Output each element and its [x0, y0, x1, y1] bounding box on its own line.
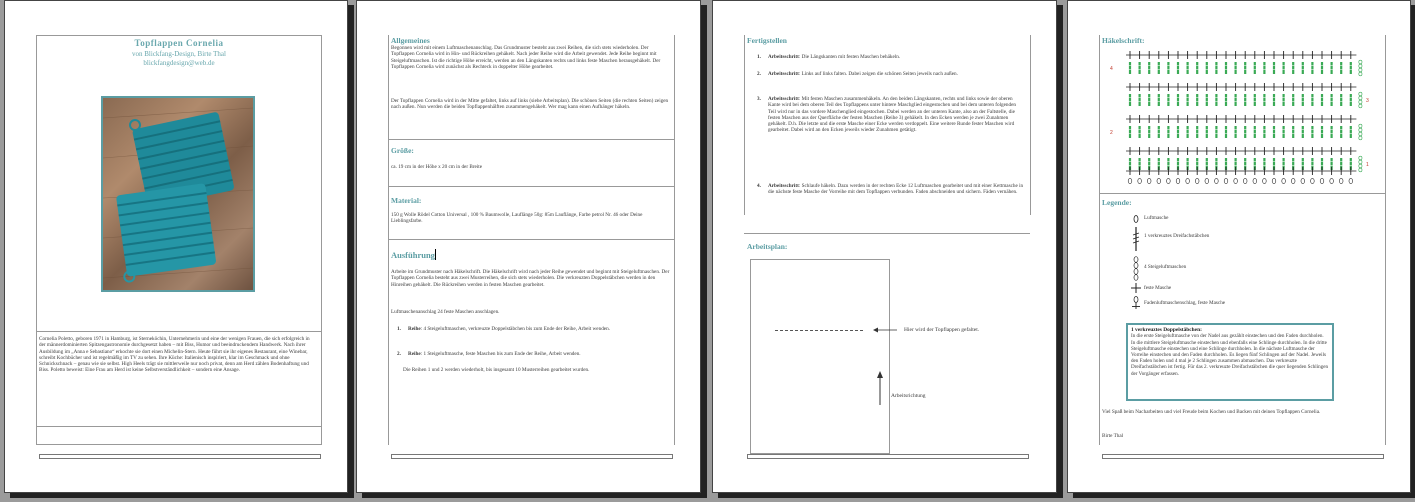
- foundation-chain-mark: [1263, 178, 1267, 183]
- foundation-chain-mark: [1195, 178, 1199, 183]
- step-4-label: Arbeitsschritt: [768, 183, 799, 189]
- step-3: 3. Arbeitsschritt: Mit festen Maschen zusammenhäkeln. An den beiden Längskanten, rechts und links sowie der oberen Kante wird bei dem oberen Teil des Topflappens unter hintere Maschglied eingestochen und bei dem unteren folgenden Teil wird nur in das vordere Maschenglied eingestochen. Dabei werden an der unteren Kante, also an der Faltstelle, die festen Maschen aus der Querfläche der festen Maschen (Reihe 3) gehäkelt. In den Ecken werden je zwei Zunahmen gehäkelt. D.h. Die letzte und die erste Masche einer Ecke werden verdoppelt. Eine weitere Runde fester Maschen wird gearbeitet. Dabei wird an den Ecken jeweils wieder Zunahmen getätigt.: [757, 96, 1017, 134]
- potholder-illustration: [103, 98, 253, 290]
- page-footer: [1102, 454, 1384, 459]
- foundation-chain-mark: [1253, 178, 1257, 183]
- heading-arbeitsplan: Arbeitsplan:: [747, 242, 788, 251]
- step-2-text: Links auf links falten. Dabei zeigen die schönen Seiten jeweils nach außen.: [801, 71, 958, 77]
- foundation-chain-mark: [1330, 178, 1334, 183]
- turning-chain-mark: [1359, 132, 1362, 136]
- turning-chain-mark: [1359, 60, 1362, 64]
- row-number-label: 1: [1366, 162, 1369, 168]
- row-number-label: 4: [1110, 66, 1113, 72]
- turning-chain-mark: [1359, 128, 1362, 132]
- fold-line: [775, 330, 863, 331]
- heading-ausfuehrung: Ausführung: [391, 250, 435, 260]
- foundation-chain-mark: [1128, 178, 1132, 183]
- ausfuehrung-text: Arbeite im Grundmuster nach Häkelschrift. Die Häkelschrift wird nach jeder Reihe gewendet und beginnt mit Steigeluftmaschen. Der Topflappen Cornelia besteht aus zwei Musterreihen, die sich stets wiederholen. Die verkreuzten Doppelstäbchen werden in den Hinreihen gehäkelt. Die Rückreihen werden in festen Maschen gearbeitet.: [391, 269, 670, 288]
- turning-chain-mark: [1359, 68, 1362, 72]
- page-footer: [39, 454, 321, 459]
- direction-arrow: [876, 371, 884, 407]
- reihe-2-label: Reihe: [408, 351, 421, 357]
- allgemeines-text-2: Der Topflappen Cornelia wird in der Mitte gefaltet, links auf links (siehe Arbeitsplan). Die schönen Seiten (die rechten Seiten) zeigen nach außen. Nun werden die beiden Topflappenhälften zusammengehäkelt. Wer mag kann einen Aufhänger häkeln.: [391, 98, 669, 111]
- step-4-text: Schlaufe häkeln. Dazu werden in der rechten Ecke 12 Luftmaschen gearbeitet und mit einer Kettmasche in die nächste feste Masche der Vorreihe mit dem Topflappen verbunden. Faden abschneiden und sichern. Fäden vernähen.: [768, 183, 1024, 196]
- foundation-chain-mark: [1167, 178, 1171, 183]
- heading-allgemeines: Allgemeines: [391, 36, 430, 45]
- heading-legende: Legende:: [1102, 198, 1132, 207]
- foundation-chain-mark: [1320, 178, 1324, 183]
- legend-row-kreuzstaebchen: [1128, 226, 1278, 252]
- frame-left: [744, 35, 745, 215]
- page-2: [356, 0, 701, 493]
- signature: Birte Thal: [1102, 433, 1124, 439]
- legend-label: Luftmasche: [1144, 215, 1169, 221]
- list-item-reihe-2: 2. Reihe: 1 Steigeluftmasche, feste Maschen bis zum Ende der Reihe, Arbeit wenden.: [397, 351, 581, 357]
- reihe-1-label: Reihe: [408, 326, 421, 332]
- foundation-chain-mark: [1224, 178, 1228, 183]
- doc-title: Topflappen Cornelia: [134, 38, 224, 48]
- legend-table: [1128, 212, 1278, 310]
- foundation-chain-mark: [1176, 178, 1180, 183]
- legend-label: 1 verkreuztes Dreifachstäbchen: [1144, 233, 1210, 239]
- crochet-chart: [1108, 47, 1378, 187]
- turning-chain-mark: [1359, 168, 1362, 172]
- turning-chain-mark: [1359, 156, 1362, 160]
- frame-left: [1099, 35, 1100, 445]
- closing-text: Viel Spaß beim Nacharbeiten und viel Freude beim Kochen und Backen mit deinen Topflappen Cornelia.: [1102, 409, 1321, 415]
- foundation-chain-mark: [1157, 178, 1161, 183]
- page-4: [1067, 0, 1411, 493]
- step-2-label: Arbeitsschritt: [768, 71, 799, 77]
- separator: [388, 239, 674, 240]
- row-number-label: 2: [1110, 130, 1113, 136]
- page-3: [712, 0, 1057, 493]
- turning-chain-mark: [1359, 136, 1362, 140]
- work-plan-rectangle: [750, 259, 890, 454]
- foundation-chain-mark: [1186, 178, 1190, 183]
- material-text: 150 g Wolle Rödel Cotton Universal , 100 % Baumwolle, Lauflänge 50g: 85m Lauflänge, Farbe petrol Nr. 46 oder Deine Lieblingsfarbe.: [391, 212, 643, 225]
- crossed-stitch-icon: [1131, 227, 1141, 251]
- turning-chain-mark: [1359, 96, 1362, 100]
- page-footer: [391, 454, 673, 459]
- author-email: blickfangdesign@web.de: [143, 59, 215, 67]
- frame-right: [674, 35, 675, 445]
- single-crochet-icon: [1131, 283, 1141, 293]
- separator: [36, 331, 322, 332]
- turning-chain-icon: [1132, 256, 1140, 282]
- potholder-photo: [101, 96, 255, 292]
- foundation-chain-mark: [1147, 178, 1151, 183]
- turning-chain-mark: [1359, 64, 1362, 68]
- turning-chain-mark: [1359, 100, 1362, 104]
- turning-chain-mark: [1359, 164, 1362, 168]
- foundation-chain-mark: [1205, 178, 1209, 183]
- legend-row-luftmasche: [1128, 212, 1278, 226]
- frame-right: [1030, 35, 1031, 215]
- step-4: 4. Arbeitsschritt: Schlaufe häkeln. Dazu werden in der rechten Ecke 12 Luftmaschen gearbeitet und mit einer Kettmasche in die nächste feste Masche der Vorreihe mit dem Topflappen verbunden. Faden abschneiden und sichern. Fäden vernähen.: [757, 183, 1024, 196]
- foundation-chain-mark: [1138, 178, 1142, 183]
- legend-label: Fadenluftmaschenschlag, feste Masche: [1144, 300, 1226, 306]
- foundation-chain-mark: [1339, 178, 1343, 183]
- heading-fertigstellen: Fertigstellen: [747, 36, 787, 45]
- reihe-1-text: 4 Steigeluftmaschen, verkreuzte Doppelstäbchen bis zum Ende der Reihe, Arbeit wenden.: [423, 326, 610, 332]
- separator: [388, 139, 674, 140]
- author-line: von Blickfang-Design, Birte Thal: [132, 50, 226, 58]
- foundation-chain-mark: [1234, 178, 1238, 183]
- allgemeines-text-1: Begonnen wird mit einem Luftmaschenanschlag. Das Grundmuster besteht aus zwei Reihen, die sich stets wiederholen. Der Topflappen Cornelia wird in Hin- und Rückreihen gehäkelt. Nach jeder Reihe wird die Arbeit gewendet. Jede Reihe beginnt mit Steigeluftmaschen. Ist die richtige Höhe erreicht, werden an den Längskanten rechts und links feste Maschen herausgehäkelt. Der Topflappen Cornelia wird zunächst als Rechteck in doppelter Höhe gearbeitet.: [391, 45, 661, 70]
- repeat-text: Die Reihen 1 und 2 werden wiederholt, bis insgesamt 10 Musterreihen gearbeitet wurden.: [403, 367, 590, 373]
- page-footer: [747, 454, 1029, 459]
- groesse-text: ca. 19 cm in der Höhe x 20 cm in der Breite: [391, 164, 483, 170]
- anschlag-text: Luftmaschenanschlag 24 feste Maschen anschlagen.: [391, 309, 500, 315]
- step-3-text: Mit festen Maschen zusammenhäkeln. An den beiden Längskanten, rechts und links sowie der oberen Kante wird bei dem oberen Teil des Topflappens unter hintere Maschglied eingestochen und bei dem unteren folgenden Teil wird nur in das vordere Maschenglied eingestochen. Dabei werden an der unteren Kante, also an der Faltstelle, die festen Maschen aus der Querfläche der festen Maschen (Reihe 3) gehäkelt. In den Ecken werden je zwei Zunahmen gehäkelt. D.h. Die letzte und die erste Masche einer Ecke werden verdoppelt. Eine weitere Runde fester Maschen wird gearbeitet. Dabei wird an den Ecken jeweils wieder Zunahmen getätigt.: [768, 96, 1017, 134]
- frame-right: [1385, 35, 1386, 445]
- foundation-chain-mark: [1272, 178, 1276, 183]
- instruction-box: [1126, 323, 1334, 401]
- step-1: 1. Arbeitsschritt: Die Längskanten mit festen Maschen behäkeln.: [757, 54, 901, 60]
- turning-chain-mark: [1359, 124, 1362, 128]
- step-3-label: Arbeitsschritt: [768, 96, 799, 102]
- fold-arrow: [873, 326, 899, 334]
- row-number-label: 3: [1366, 98, 1369, 104]
- bio-text: Cornelia Poletto, geboren 1971 in Hamburg, ist Sterneköchin, Unternehmerin und eine der wenigen Frauen, die sich erfolgreich in der männerdominierten Spitzengastronomie durchgesetzt haben – mit Biss, Humor und beeindruckendem Handwerk. Nach ihrer Ausbildung im „Anna e Sebastiano“ erkochte sie dort einen Michelin-Stern. Heute führt sie ihr eigenes Restaurant, eine Winebar, schreibt Kochbücher und ist regelmäßig im TV zu sehen. Ihre Küche: Italienisch inspiriert, klar im Geschmack und ohne Schnickschnack – genau wie sie selbst. High Heels trägt sie mittlerweile nur noch privat, denn am Herd zählen Bodenhaftung und Biss. Poletto beweist: Eine Frau am Herd ist keine Selbstverständlichkeit – sondern eine Ansage.: [39, 336, 310, 374]
- foundation-chain-mark: [1215, 178, 1219, 183]
- turning-chain-mark: [1359, 160, 1362, 164]
- foundation-chain-mark: [1243, 178, 1247, 183]
- chain-stitch-icon: [1132, 214, 1140, 224]
- separator: [744, 233, 1030, 234]
- separator: [36, 426, 322, 427]
- text-cursor: [435, 249, 436, 260]
- instruction-box-title: 1 verkreuztes Doppelstäbchen:: [1131, 327, 1202, 333]
- legend-label: feste Masche: [1144, 285, 1172, 291]
- step-1-text: Die Längskanten mit festen Maschen behäkeln.: [801, 54, 901, 60]
- legend-row-feste-masche: [1128, 282, 1278, 294]
- heading-groesse: Größe:: [391, 146, 414, 155]
- foundation-chain-mark: [1311, 178, 1315, 183]
- turning-chain-mark: [1359, 72, 1362, 76]
- foundation-chain-mark: [1349, 178, 1353, 183]
- separator: [1099, 193, 1385, 194]
- step-2: 2. Arbeitsschritt: Links auf links falten. Dabei zeigen die schönen Seiten jeweils nach außen.: [757, 71, 958, 77]
- frame-left: [388, 35, 389, 445]
- list-item-reihe-1: 1. Reihe: 4 Steigeluftmaschen, verkreuzte Doppelstäbchen bis zum Ende der Reihe, Arbeit wenden.: [397, 326, 610, 332]
- heading-material: Material:: [391, 196, 422, 205]
- reihe-2-text: 1 Steigeluftmasche, feste Maschen bis zum Ende der Reihe, Arbeit wenden.: [423, 351, 581, 357]
- direction-label: Arbeitsrichtung: [891, 393, 926, 399]
- instruction-box-text: In die erste Steigeluftmasche von der Nadel aus gezählt einstechen und den Faden durchholen. In die mittlere Steigeluftmasche einstechen und ebenfalls eine Schlinge durchholen. In die dritte Steigeluftmasche einstechen und eine Schlinge durchholen. In die nächste Luftmasche der Vorreihe einstechen und den Faden durchholen. Es liegen fünf Schlingen auf der Nadel. Jeweils den Faden holen und 4 mal je 2 Schlingen zusammen abmaschen. Das verkreuzte Dreifachstäbchen ist fertig. Für das 2. verkreuzte Dreifachstäbchen die quer liegenden Schlingen der Vorgänger erfassen.: [1131, 333, 1329, 377]
- foundation-chain-mark: [1282, 178, 1286, 183]
- foundation-chain-mark: [1291, 178, 1295, 183]
- step-1-label: Arbeitsschritt: [768, 54, 799, 60]
- turning-chain-mark: [1359, 92, 1362, 96]
- legend-label: 4 Steigeluftmaschen: [1144, 264, 1187, 270]
- foundation-chain-mark: [1301, 178, 1305, 183]
- legend-row-fadenluftmasche: [1128, 296, 1278, 310]
- page-1: [4, 0, 348, 493]
- heading-haekelschrift: Häkelschrift:: [1102, 36, 1145, 45]
- separator: [388, 186, 674, 187]
- legend-row-steigeluftmaschen: [1128, 256, 1278, 282]
- fold-label: Hier wird der Topflappen gefaltet.: [904, 327, 980, 333]
- chain-single-icon: [1131, 296, 1141, 309]
- turning-chain-mark: [1359, 104, 1362, 108]
